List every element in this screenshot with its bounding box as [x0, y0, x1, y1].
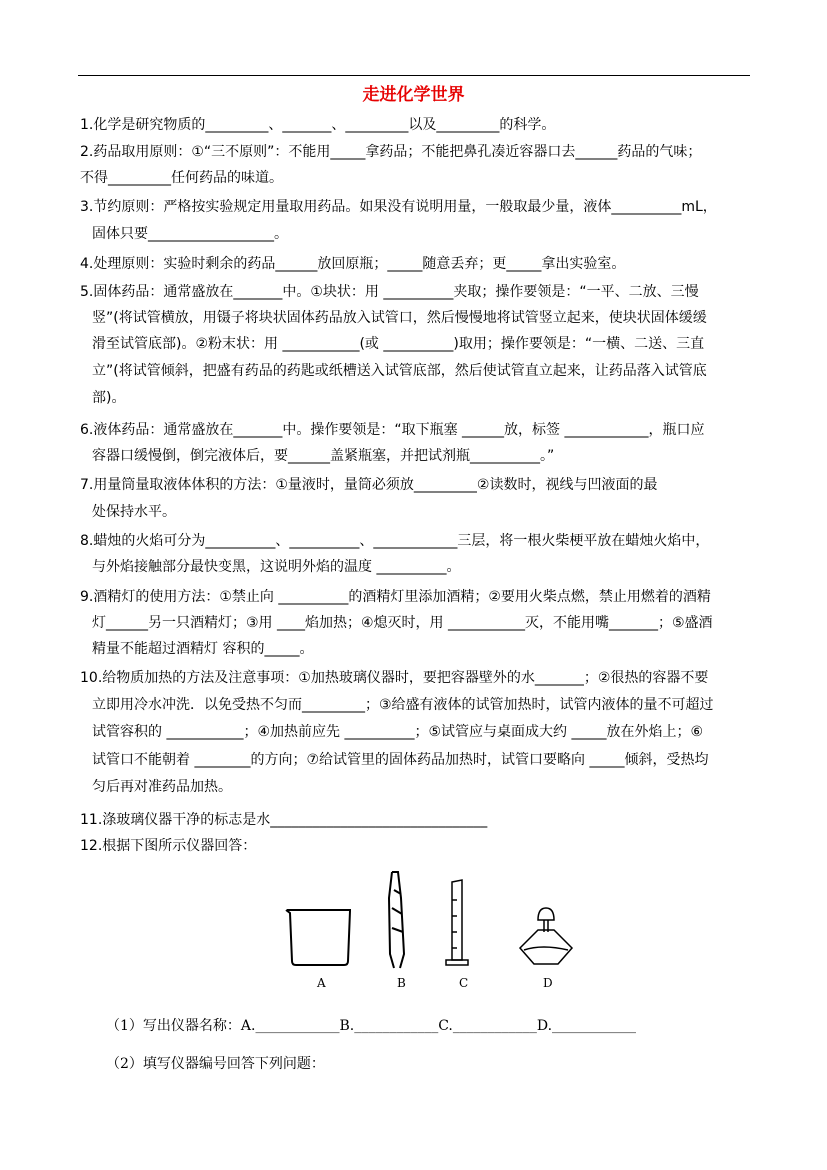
- question-2-cont: 不得_________任何药品的味道。: [80, 170, 283, 186]
- apparatus-figure: [280, 868, 580, 993]
- question-10-cont-3: 试管口不能朝着 ________的方向；⑦给试管里的固体药品加热时，试管口要略向 _____倾斜，受热均: [92, 752, 709, 768]
- figure-label-a: A: [317, 976, 326, 990]
- question-3: 3.节约原则：严格按实验规定用量取用药品。如果没有说明用量，一般取最少量，液体__________mL，: [80, 199, 717, 215]
- question-5: 5.固体药品：通常盛放在_______中。①块状：用 __________夹取；操作要领是：“一平、二放、三慢: [80, 284, 699, 300]
- question-7: 7.用量筒量取液体体积的方法：①量液时，量筒必须放_________②读数时，视线与凹液面的最: [80, 477, 658, 493]
- question-7-cont: 处保持水平。: [92, 504, 176, 520]
- question-9-cont-1: 灯______另一只酒精灯；③用 ____焰加热；④熄灭时，用 ___________灭，不能用嘴_______；⑤盛酒: [92, 615, 713, 631]
- tongs-icon: [389, 872, 404, 968]
- question-10-cont-1: 立即用冷水冲洗．以免受热不匀而_________；③给盛有液体的试管加热时，试管内液体的量不可超过: [92, 697, 714, 713]
- question-10: 10.给物质加热的方法及注意事项：①加热玻璃仪器时，要把容器壁外的水_______；②很热的容器不要: [80, 670, 709, 686]
- question-10-cont-4: 匀后再对准药品加热。: [92, 779, 232, 795]
- question-1: 1.化学是研究物质的_________、_______、_________以及_________的科学。: [80, 117, 556, 133]
- question-5-cont-2: 滑至试管底部)。②粉末状：用 ___________(或 __________)取用；操作要领是：“一横、二送、三直: [92, 336, 705, 352]
- question-12-part-1: （1）写出仪器名称：A.____________B.____________C.____________D.____________: [106, 1018, 637, 1034]
- question-8: 8.蜡烛的火焰可分为__________、__________、____________三层，将一根火柴梗平放在蜡烛火焰中，: [80, 533, 710, 549]
- question-5-cont-4: 部)。: [92, 390, 126, 406]
- question-4: 4.处理原则：实验时剩余的药品______放回原瓶；_____随意丢弃；更_____拿出实验室。: [80, 256, 626, 272]
- question-6-cont: 容器口缓慢倒，倒完液体后，要______盖紧瓶塞，并把试剂瓶__________。”: [92, 448, 555, 464]
- question-5-cont-3: 立”(将试管倾斜，把盛有药品的药匙或纸槽送入试管底部，然后使试管直立起来，让药品落入试管底: [92, 363, 707, 379]
- cylinder-icon: [446, 880, 468, 965]
- figure-label-b: B: [397, 976, 406, 990]
- question-12: 12.根据下图所示仪器回答：: [80, 838, 257, 854]
- beaker-icon: [286, 910, 351, 965]
- question-3-cont: 固体只要__________________。: [92, 226, 288, 242]
- question-9-cont-2: 精量不能超过酒精灯 容积的_____。: [92, 641, 314, 657]
- figure-label-c: C: [459, 976, 469, 990]
- figure-label-d: D: [543, 976, 553, 990]
- apparatus-drawing: [280, 868, 580, 973]
- question-6: 6.液体药品：通常盛放在_______中。操作要领是：“取下瓶塞 ______放，标签 ____________，瓶口应: [80, 422, 705, 438]
- question-9: 9.酒精灯的使用方法：①禁止向 __________的酒精灯里添加酒精；②要用火柴点燃，禁止用燃着的酒精: [80, 589, 711, 605]
- page-title: 走进化学世界: [362, 85, 465, 105]
- question-11: 11.涤玻璃仪器干净的标志是水_______________________________: [80, 812, 488, 828]
- question-5-cont-1: 竖”(将试管横放，用镊子将块状固体药品放入试管口，然后慢慢地将试管竖立起来，使块状固体缓缓: [92, 310, 707, 326]
- question-12-part-2: （2）填写仪器编号回答下列问题：: [106, 1056, 325, 1072]
- top-rule: [78, 75, 750, 76]
- question-2: 2.药品取用原则：①“三不原则”：不能用_____拿药品；不能把鼻孔凑近容器口去______药品的气味；: [80, 144, 702, 160]
- question-10-cont-2: 试管容积的 ___________；④加热前应先 __________；⑤试管应与桌面成大约 _____放在外焰上；⑥: [92, 724, 704, 740]
- alcohol-lamp-icon: [520, 908, 572, 964]
- question-8-cont: 与外焰接触部分最快变黑，这说明外焰的温度 __________。: [92, 559, 461, 575]
